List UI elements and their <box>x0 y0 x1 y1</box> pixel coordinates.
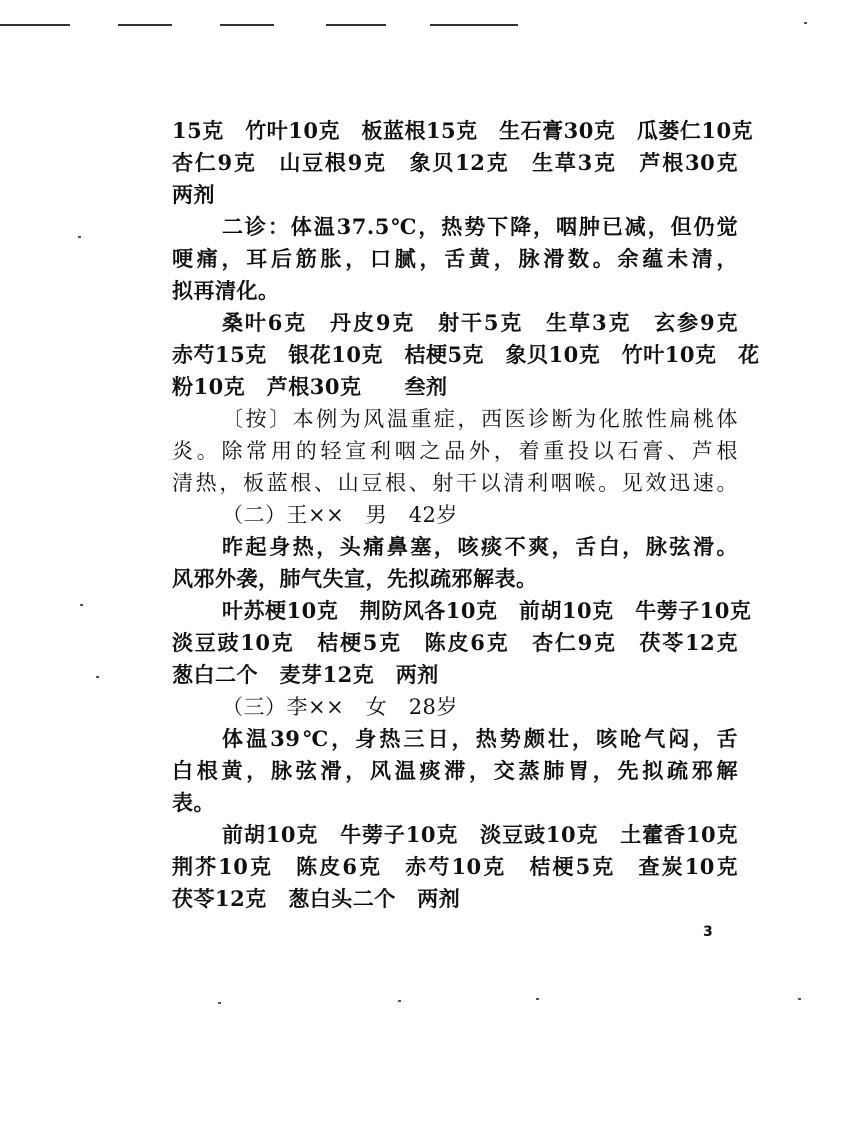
text-line: 粉10克 芦根30克 叁剂 <box>172 374 448 399</box>
scan-speck <box>96 676 99 678</box>
text-line: 葱白二个 麦芽12克 两剂 <box>172 662 439 687</box>
scan-speck <box>798 998 801 1000</box>
scan-speck <box>78 236 81 238</box>
text-line: 茯苓12克 葱白头二个 两剂 <box>172 886 461 911</box>
page-number: 3 <box>703 924 713 940</box>
header-rule <box>430 24 518 26</box>
text-line: 赤芍15克 银花10克 桔梗5克 象贝10克 竹叶10克 花 <box>172 342 760 367</box>
text-line: 桑叶6克 丹皮9克 射干5克 生草3克 玄参9克 <box>222 310 738 335</box>
scan-speck <box>804 22 807 24</box>
case-heading: （二）王×× 男 42岁 <box>222 503 458 527</box>
text-line: 淡豆豉10克 桔梗5克 陈皮6克 杏仁9克 茯苓12克 <box>172 630 738 655</box>
header-rule <box>220 24 274 26</box>
text-line: 前胡10克 牛蒡子10克 淡豆豉10克 土藿香10克 <box>222 822 738 847</box>
text-line: 杏仁9克 山豆根9克 象贝12克 生草3克 芦根30克 <box>172 150 738 175</box>
header-rule <box>118 24 172 26</box>
text-line: 荆芥10克 陈皮6克 赤芍10克 桔梗5克 查炭10克 <box>172 854 738 879</box>
text-line: 表。 <box>172 790 215 815</box>
scan-speck <box>536 998 539 1000</box>
text-line: 风邪外袭，肺气失宣，先拟疏邪解表。 <box>172 566 538 591</box>
case-heading: （三）李×× 女 28岁 <box>222 695 458 719</box>
text-line: 哽痛，耳后筋胀，口腻，舌黄，脉滑数。余蕴未清， <box>172 246 738 271</box>
scan-speck <box>218 1002 221 1004</box>
text-line: 昨起身热，头痛鼻塞，咳痰不爽，舌白，脉弦滑。 <box>222 534 738 559</box>
scan-speck <box>80 604 83 606</box>
text-line: 叶苏梗10克 荆防风各10克 前胡10克 牛蒡子10克 <box>222 598 752 623</box>
header-rule <box>326 24 386 26</box>
text-line: 二诊：体温37.5℃，热势下降，咽肿已减，但仍觉 <box>222 214 738 239</box>
text-line: 炎。除常用的轻宣利咽之品外，着重投以石膏、芦根 <box>172 439 738 463</box>
scan-speck <box>398 1000 401 1002</box>
header-rule <box>0 24 70 26</box>
text-line: 清热，板蓝根、山豆根、射干以清利咽喉。见效迅速。 <box>172 471 738 495</box>
text-line: 白根黄，脉弦滑，风温痰滞，交蒸肺胃，先拟疏邪解 <box>172 758 738 783</box>
text-line: 体温39℃，身热三日，热势颇壮，咳呛气闷，舌 <box>222 726 738 751</box>
text-line: 〔按〕本例为风温重症，西医诊断为化脓性扁桃体 <box>222 407 738 431</box>
text-line: 拟再清化。 <box>172 278 280 303</box>
text-line: 两剂 <box>172 182 215 207</box>
text-line: 15克 竹叶10克 板蓝根15克 生石膏30克 瓜蒌仁10克 <box>172 118 754 143</box>
